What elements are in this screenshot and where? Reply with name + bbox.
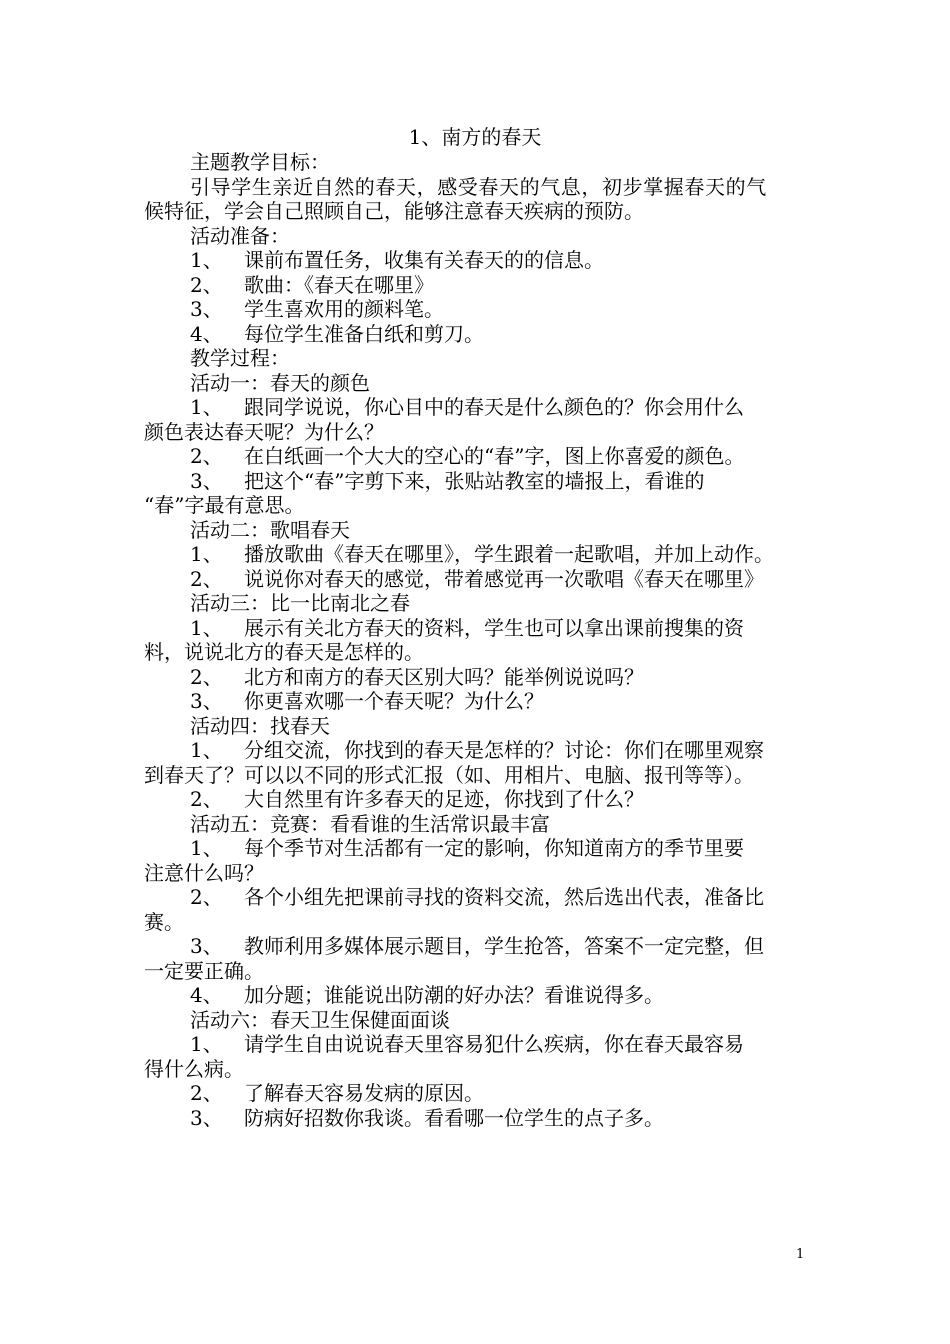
- section-heading-preparation: [144, 224, 808, 249]
- list-item: [144, 738, 808, 763]
- line-text: 活动五：竞赛：看看谁的生活常识最丰富: [190, 811, 550, 836]
- list-item-text: 学生喜欢用的颜料笔。: [244, 297, 444, 321]
- list-item-text: 防病好招数你我谈。看看哪一位学生的点子多。: [244, 1105, 664, 1130]
- list-item-number: 2、: [190, 1081, 223, 1105]
- activity-heading: [144, 591, 808, 616]
- list-item-number: 3、: [190, 1105, 223, 1130]
- list-item: [144, 934, 808, 959]
- paragraph-line: [144, 199, 808, 224]
- list-item: [144, 1032, 808, 1057]
- activity-heading: [144, 1008, 808, 1033]
- line-text: 主题教学目标：: [190, 150, 330, 174]
- list-item-text: 北方和南方的春天区别大吗？能举例说说吗？: [244, 664, 644, 689]
- list-item: [144, 1106, 808, 1131]
- list-item: [144, 444, 808, 469]
- list-item-continuation: [144, 1057, 808, 1082]
- list-item-text: 跟同学说说，你心目中的春天是什么颜色的？你会用什么: [244, 395, 744, 419]
- list-item-text: 加分题；谁能说出防潮的好办法？看谁说得多。: [244, 983, 664, 1007]
- line-text: 活动六：春天卫生保健面面谈: [190, 1007, 450, 1032]
- list-item-continuation: [144, 763, 808, 788]
- list-item-text: 大自然里有许多春天的足迹，你找到了什么？: [244, 787, 644, 811]
- list-item-number: 1、: [190, 836, 223, 860]
- list-item-number: 1、: [190, 542, 223, 566]
- document-body: [144, 150, 808, 1130]
- line-text: 一定要正确。: [144, 958, 264, 983]
- list-item: [144, 567, 808, 592]
- list-item-continuation: [144, 493, 808, 518]
- section-heading-goals: [144, 150, 808, 175]
- list-item: [144, 273, 808, 298]
- activity-heading: [144, 371, 808, 396]
- list-item-number: 2、: [190, 444, 223, 468]
- list-item-text: 把这个“春”字剪下来，张贴站教室的墙报上，看谁的: [244, 468, 705, 493]
- line-text: 颜色表达春天呢？为什么？: [144, 419, 384, 444]
- list-item: [144, 836, 808, 861]
- paragraph-line: [144, 175, 808, 200]
- list-item-text: 各个小组先把课前寻找的资料交流，然后选出代表，准备比: [244, 885, 764, 909]
- list-item-text: 歌曲：《春天在哪里》: [244, 272, 434, 297]
- list-item-number: 2、: [190, 272, 223, 297]
- list-item-number: 2、: [190, 787, 223, 811]
- list-item-continuation: [144, 959, 808, 984]
- list-item-number: 1、: [190, 738, 223, 762]
- list-item: [144, 248, 808, 273]
- list-item-text: 播放歌曲《春天在哪里》，学生跟着一起歌唱，并加上动作。: [244, 542, 774, 566]
- list-item-number: 3、: [190, 468, 223, 493]
- list-item-text: 每个季节对生活都有一定的影响，你知道南方的季节里要: [244, 836, 744, 860]
- list-item-number: 3、: [190, 297, 223, 321]
- line-text: 教学过程：: [190, 346, 290, 370]
- line-text: 注意什么吗？: [144, 860, 264, 885]
- list-item-number: 3、: [190, 934, 223, 958]
- list-item: [144, 542, 808, 567]
- line-text: 料，说说北方的春天是怎样的。: [144, 640, 424, 664]
- list-item: [144, 322, 808, 347]
- list-item-continuation: [144, 910, 808, 935]
- document-title: 1、南方的春天: [408, 125, 542, 149]
- line-text: 活动准备：: [190, 223, 290, 248]
- line-text: 活动一：春天的颜色: [190, 370, 370, 395]
- list-item-continuation: [144, 420, 808, 445]
- list-item-number: 2、: [190, 664, 223, 689]
- list-item: [144, 665, 808, 690]
- list-item: [144, 1081, 808, 1106]
- list-item-text: 课前布置任务，收集有关春天的的信息。: [244, 248, 604, 272]
- list-item-text: 展示有关北方春天的资料，学生也可以拿出课前搜集的资: [244, 615, 744, 640]
- line-text: 活动四：找春天: [190, 713, 330, 738]
- list-item: [144, 395, 808, 420]
- list-item-text: 你更喜欢哪一个春天呢？为什么？: [244, 689, 544, 713]
- list-item-number: 1、: [190, 1032, 223, 1056]
- list-item-number: 4、: [190, 983, 223, 1007]
- list-item-text: 请学生自由说说春天里容易犯什么疾病，你在春天最容易: [244, 1032, 744, 1056]
- list-item-text: 分组交流，你找到的春天是怎样的？讨论：你们在哪里观察: [244, 738, 764, 762]
- line-text: 活动三：比一比南北之春: [190, 591, 410, 615]
- list-item: [144, 469, 808, 494]
- list-item-text: 了解春天容易发病的原因。: [244, 1081, 484, 1105]
- activity-heading: [144, 518, 808, 543]
- list-item-number: 3、: [190, 689, 223, 713]
- page-number: 1: [796, 1247, 805, 1262]
- list-item-text: 每位学生准备白纸和剪刀。: [244, 321, 484, 346]
- list-item-continuation: [144, 640, 808, 665]
- list-item-continuation: [144, 861, 808, 886]
- list-item-number: 2、: [190, 885, 223, 909]
- list-item: [144, 689, 808, 714]
- line-text: 引导学生亲近自然的春天，感受春天的气息，初步掌握春天的气: [190, 174, 767, 199]
- list-item: [144, 787, 808, 812]
- list-item-number: 1、: [190, 248, 223, 272]
- list-item: [144, 885, 808, 910]
- section-heading-process: [144, 346, 808, 371]
- list-item-text: 说说你对春天的感觉，带着感觉再一次歌唱《春天在哪里》: [244, 566, 764, 591]
- list-item: [144, 983, 808, 1008]
- activity-heading: [144, 714, 808, 739]
- line-text: 活动二：歌唱春天: [190, 517, 350, 542]
- list-item: [144, 616, 808, 641]
- list-item-number: 2、: [190, 566, 223, 591]
- list-item-text: 在白纸画一个大大的空心的“春”字，图上你喜爱的颜色。: [244, 444, 745, 468]
- line-text: 赛。: [144, 909, 184, 934]
- line-text: 候特征，学会自己照顾自己，能够注意春天疾病的预防。: [144, 199, 644, 223]
- list-item-text: 教师利用多媒体展示题目，学生抢答，答案不一定完整，但: [244, 934, 764, 958]
- list-item-number: 1、: [190, 615, 223, 640]
- line-text: 到春天了？可以以不同的形式汇报（如、用相片、电脑、报刊等等）。: [144, 762, 754, 787]
- activity-heading: [144, 812, 808, 837]
- list-item: [144, 297, 808, 322]
- list-item-number: 4、: [190, 321, 223, 346]
- list-item-number: 1、: [190, 395, 223, 419]
- line-text: “春”字最有意思。: [144, 493, 305, 517]
- line-text: 得什么病。: [144, 1056, 244, 1081]
